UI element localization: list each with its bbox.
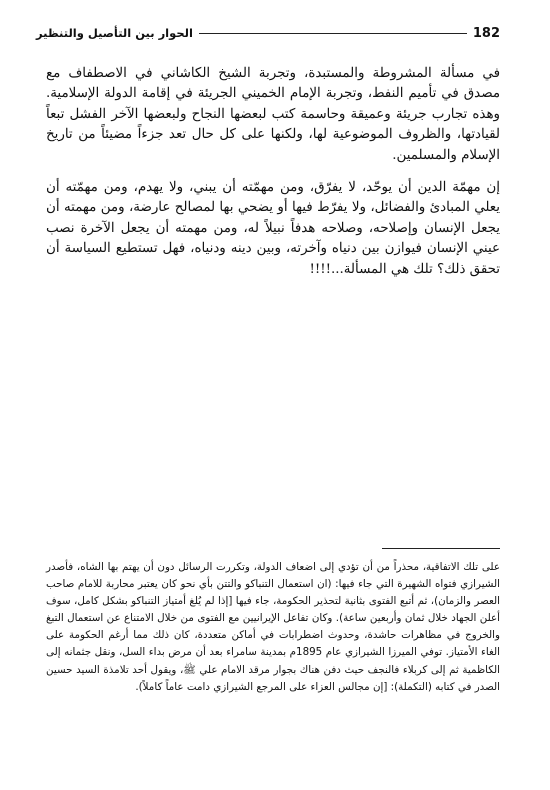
header-rule [199,33,467,34]
footnote-section [46,548,500,696]
running-title: الحوار بين التأصيل والتنظير [36,26,193,40]
paragraph: في مسألة المشروطة والمستبدة، وتجربة الشيخ الكاشاني في الاصطفاف مع مصدق في تأميم النفط، وتجربة الإمام الخميني الجريئة في إقامة الدولة الإسلامية. وهذه تجارب جريئة وعميقة وحاسمة كتب لبعضها النجاح ولبعضها الآخر الفشل تبعاً لقيادتها، والظروف الموضوعية لها، ولكنها على كل حال تعد جزءاً مضيئاً من تاريخ الإسلام والمسلمين. [46,66,500,163]
body-text [46,64,500,292]
running-header [36,22,500,44]
paragraph: إن مهمّة الدين أن يوحّد، لا يفرّق، ومن مهمّته أن يبني، ولا يهدم، ومن مهمّته أن يعلي المبادئ والفضائل، ولا يفرّط فيها أو يضحي بها لمصالح عارضة، ومن مهمته أن يجعل الإنسان وإصلاحه، وصلاحه هدفاً نبيلاً له، ومن مهمته أن يجعل الآخرة نصب عيني الإنسان فيوازن بين دنياه وآخرته، وبين دينه ودنياه، فهل تستطيع السياسة أن تحقق ذلك؟ تلك هي المسألة...!!!! [46,180,500,277]
footnote-text: على تلك الاتفاقية، محذراً من أن تؤدي إلى اضعاف الدولة، وتكررت الرسائل دون أن يهتم بها الشاه، فأصدر الشيرازي فتواه الشهيرة التي جاء فيها: (ان استعمال التنباكو والتتن بأي نحو كان يعتبر محاربة للامام صاحب العصر والزمان)، ثم أتبع الفتوى بثانية لتحذير الحكومة، جاء فيها [إذا لم يُلغ أمتياز التنباكو بشكل كامل، سوف أعلن الجهاد خلال ثمان وأربعين ساعة). وكان تفاعل الإيرانيين مع الفتوى من خلال الامتناع عن استعمال التبغ والخروج في مظاهرات حاشدة، وحدوث اضطرابات في أماكن متعددة، كان ذلك مما أرغم الحكومة على الغاء الأمتياز. توفي الميرزا الشيرازي عام 1895م بمدينة سامراء بعد أن مرض بداء السل، ونقل جثمانه إلى الكاظمية ثم إلى كربلاء فالنجف حيث دفن هناك بجوار مرقد الامام علي ﷺ، ويقول أحد تلامذة السيد حسين الصدر في كتابه (التكملة): [إن مجالس العزاء على المرجع الشيرازي دامت عاماً كاملاً). [46,561,500,693]
page-number: 182 [472,25,500,41]
footnote-rule [382,548,500,549]
